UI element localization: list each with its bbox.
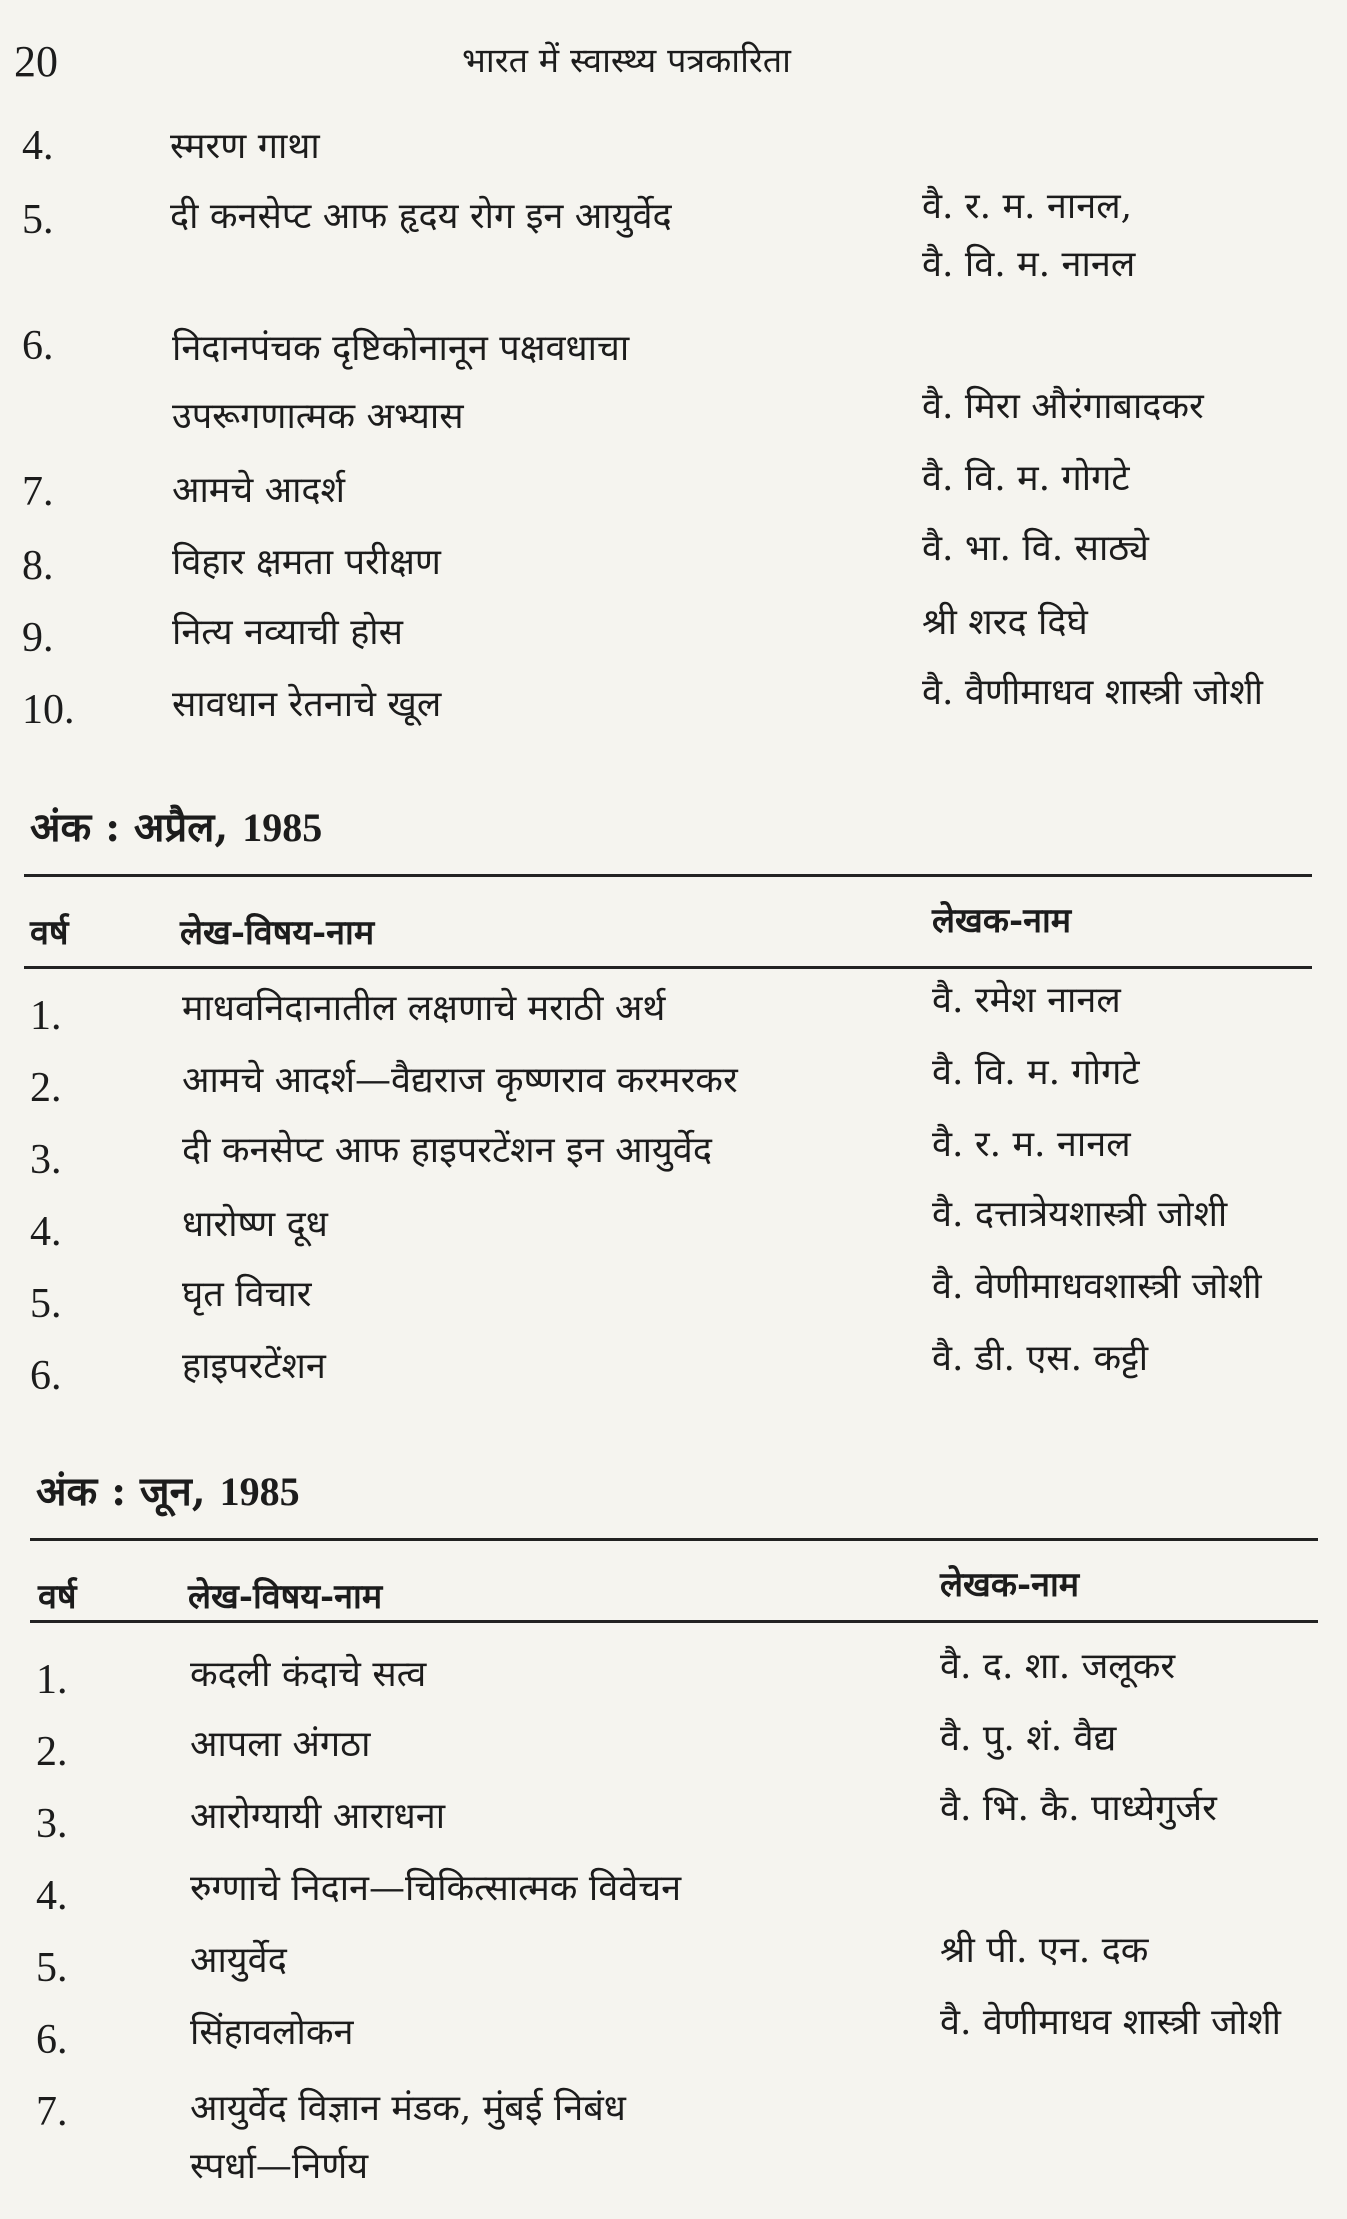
page-number: 20 xyxy=(14,37,58,86)
table-row-title: धारोष्ण दूध xyxy=(182,1204,328,1245)
table-row-title: आयुर्वेद xyxy=(190,1940,287,1981)
list-item-number: 9. xyxy=(22,615,54,661)
column-header-author: लेखक-नाम xyxy=(932,901,1072,941)
table-row-title: सिंहावलोकन xyxy=(190,2012,354,2053)
list-item-author: वै. मिरा औरंगाबादकर xyxy=(922,386,1204,427)
table-row-title: आरोग्यायी आराधना xyxy=(190,1796,446,1837)
list-item-number: 6. xyxy=(22,323,54,369)
running-title: भारत में स्वास्थ्य पत्रकारिता xyxy=(462,41,791,81)
list-item-author: वै. वि. म. गोगटे xyxy=(922,458,1130,499)
table-row-author: श्री पी. एन. दक xyxy=(940,1930,1149,1971)
column-header-author: लेखक-नाम xyxy=(940,1565,1080,1605)
list-item-number: 5. xyxy=(22,197,54,243)
table-row-number: 2. xyxy=(30,1065,62,1111)
issue-heading-june xyxy=(36,1462,300,1517)
table-row-author: वै. वि. म. गोगटे xyxy=(932,1052,1140,1093)
table-row-title: कदली कंदाचे सत्व xyxy=(190,1654,427,1695)
table-row-number: 6. xyxy=(36,2017,68,2063)
table-row-author: वै. डी. एस. कट्टी xyxy=(932,1338,1149,1379)
list-item-author: वै. भा. वि. साठ्ये xyxy=(922,528,1149,569)
table-top-rule xyxy=(30,1538,1318,1541)
table-row-number: 3. xyxy=(30,1137,62,1183)
table-row-author: वै. द. शा. जलूकर xyxy=(940,1646,1176,1687)
table-row-number: 7. xyxy=(36,2089,68,2135)
list-item-title: आमचे आदर्श xyxy=(172,470,346,511)
table-header-rule xyxy=(24,966,1312,969)
table-row-title: आपला अंगठा xyxy=(190,1724,371,1765)
list-item-author: श्री शरद दिघे xyxy=(922,602,1088,643)
list-item-author-second: वै. वि. म. नानल xyxy=(922,244,1136,285)
table-row-author: वै. वेणीमाधवशास्त्री जोशी xyxy=(932,1266,1262,1307)
table-row-author: वै. भि. कै. पाध्येगुर्जर xyxy=(940,1788,1217,1829)
table-row-title: दी कनसेप्ट आफ हाइपरटेंशन इन आयुर्वेद xyxy=(182,1130,712,1171)
column-header-title: लेख-विषय-नाम xyxy=(180,913,375,953)
table-row-number: 5. xyxy=(36,1945,68,1991)
table-row-author: वै. रमेश नानल xyxy=(932,980,1121,1021)
issue-heading-label: अंक : अप्रैल, xyxy=(30,804,229,851)
table-row-title: आयुर्वेद विज्ञान मंडक, मुंबई निबंध xyxy=(190,2088,626,2129)
list-item-title: सावधान रेतनाचे खूल xyxy=(172,684,442,725)
table-row-number: 1. xyxy=(30,993,62,1039)
table-row-author: वै. पु. शं. वैद्य xyxy=(940,1718,1117,1759)
issue-heading-april xyxy=(30,798,322,853)
table-row-title: घृत विचार xyxy=(182,1274,312,1315)
table-row-number: 1. xyxy=(36,1657,68,1703)
table-top-rule xyxy=(24,874,1312,877)
table-row-author: वै. दत्तात्रेयशास्त्री जोशी xyxy=(932,1194,1228,1235)
table-row-number: 3. xyxy=(36,1801,68,1847)
list-item-title: नित्य नव्याची होस xyxy=(172,612,403,653)
column-header-title: लेख-विषय-नाम xyxy=(188,1577,383,1617)
list-item-title-continued: उपरूगणात्मक अभ्यास xyxy=(172,396,464,437)
table-row-title: माधवनिदानातील लक्षणाचे मराठी अर्थ xyxy=(182,988,666,1029)
table-row-title: हाइपरटेंशन xyxy=(182,1346,326,1387)
table-header-rule xyxy=(30,1620,1318,1623)
table-row-title: रुग्णाचे निदान—चिकित्सात्मक विवेचन xyxy=(190,1868,682,1909)
list-item-title: स्मरण गाथा xyxy=(170,126,320,167)
list-item-title: दी कनसेप्ट आफ हृदय रोग इन आयुर्वेद xyxy=(170,196,672,237)
list-item-number: 7. xyxy=(22,469,54,515)
table-row-title-continued: स्पर्धा—निर्णय xyxy=(190,2146,369,2187)
table-row-number: 6. xyxy=(30,1353,62,1399)
list-item-author: वै. र. म. नानल, xyxy=(922,186,1133,227)
issue-heading-year: 1985 xyxy=(219,1469,300,1514)
table-row-number: 5. xyxy=(30,1281,62,1327)
table-row-title: आमचे आदर्श—वैद्यराज कृष्णराव करमरकर xyxy=(182,1060,738,1101)
list-item-number: 10. xyxy=(22,687,75,733)
issue-heading-label: अंक : जून, xyxy=(36,1468,206,1515)
table-row-number: 4. xyxy=(36,1873,68,1919)
list-item-number: 4. xyxy=(22,123,54,169)
table-row-author: वै. वेणीमाधव शास्त्री जोशी xyxy=(940,2002,1282,2043)
list-item-number: 8. xyxy=(22,543,54,589)
list-item-title: निदानपंचक दृष्टिकोनानून पक्षवधाचा xyxy=(172,328,630,369)
column-header-number: वर्ष xyxy=(38,1577,77,1617)
column-header-number: वर्ष xyxy=(30,913,69,953)
issue-heading-year: 1985 xyxy=(242,805,323,850)
table-row-number: 2. xyxy=(36,1729,68,1775)
list-item-title: विहार क्षमता परीक्षण xyxy=(172,542,441,583)
table-row-author: वै. र. म. नानल xyxy=(932,1124,1131,1165)
table-row-number: 4. xyxy=(30,1209,62,1255)
list-item-author: वै. वैणीमाधव शास्त्री जोशी xyxy=(922,672,1264,713)
